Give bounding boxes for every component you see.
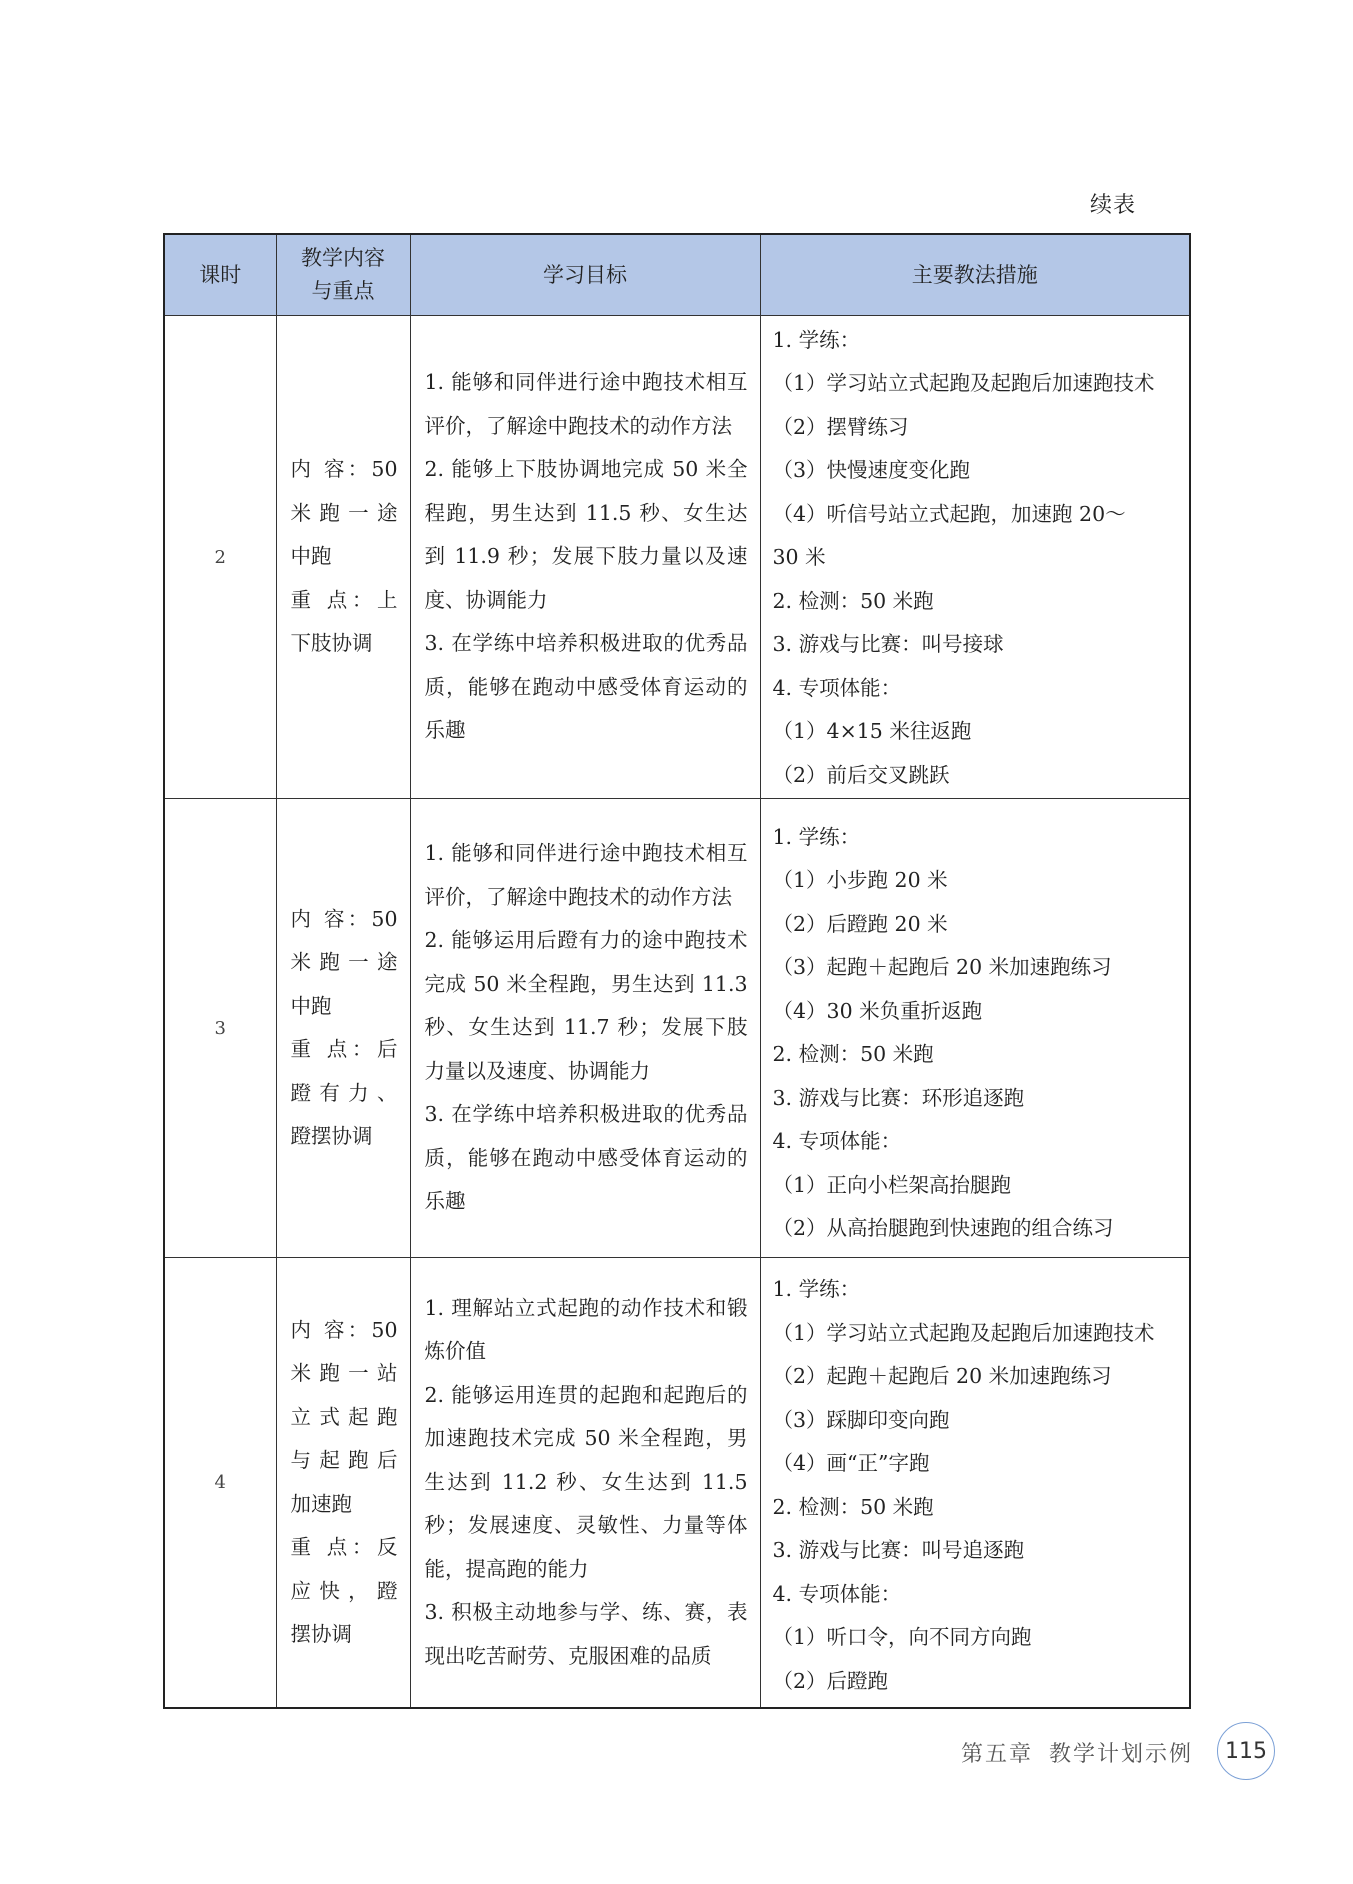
- lesson-content: [276, 1258, 410, 1709]
- lesson-methods: [760, 316, 1190, 799]
- content-line: 米跑一站: [290, 1361, 398, 1385]
- content-line: 重 点：上: [290, 587, 398, 612]
- content-line: 下肢协调: [290, 631, 373, 656]
- content-line: 重 点：反: [290, 1535, 398, 1559]
- header-content: 教学内容 与重点: [276, 234, 410, 316]
- content-line: 立式起跑: [290, 1404, 398, 1429]
- method-item: 2. 检测：50 米跑: [772, 1494, 934, 1519]
- header-goals: 学习目标: [410, 234, 760, 316]
- lesson-hour: 2: [164, 316, 276, 799]
- content-line: 米跑一途: [290, 500, 398, 525]
- content-line: 内 容：50: [290, 1317, 398, 1342]
- content-line: 内 容：50: [290, 906, 398, 931]
- table-row: [164, 316, 1190, 799]
- goal-item: 2. 能够上下肢协调地完成 50 米全程跑，男生达到 11.5 秒、女生达到 11.9 秒；发展下肢力量以及速度、协调能力: [424, 457, 748, 612]
- method-item: 3. 游戏与比赛：叫号接球: [772, 632, 1004, 657]
- method-item: （1）小步跑 20 米: [772, 868, 948, 892]
- content-line: 与起跑后: [290, 1448, 398, 1472]
- goal-item: 2. 能够运用后蹬有力的途中跑技术完成 50 米全程跑，男生达到 11.3 秒、女生达到 11.7 秒；发展下肢力量以及速度、协调能力: [424, 928, 748, 1083]
- lesson-methods: [760, 1258, 1190, 1709]
- goal-item: 3. 在学练中培养积极进取的优秀品质，能够在跑动中感受体育运动的乐趣: [424, 631, 748, 743]
- method-item: 1. 学练：: [772, 824, 861, 849]
- method-item: （1）学习站立式起跑及起跑后加速跑技术: [772, 1320, 1155, 1345]
- method-item: 4. 专项体能：: [772, 675, 902, 700]
- method-item: （3）快慢速度变化跑: [772, 458, 971, 483]
- content-line: 加速跑: [290, 1491, 352, 1516]
- method-item: （2）后蹬跑: [772, 1668, 889, 1693]
- goal-item: 3. 积极主动地参与学、练、赛，表现出吃苦耐劳、克服困难的品质: [424, 1600, 748, 1668]
- content-line: 应快，蹬: [290, 1578, 398, 1603]
- method-item: 1. 学练：: [772, 327, 861, 352]
- lesson-hour: 3: [164, 799, 276, 1258]
- method-item: 3. 游戏与比赛：叫号追逐跑: [772, 1538, 1025, 1562]
- lesson-goals: [410, 316, 760, 799]
- lesson-content: [276, 799, 410, 1258]
- method-item: 2. 检测：50 米跑: [772, 588, 934, 613]
- lesson-content: [276, 316, 410, 799]
- method-item: （2）摆臂练习: [772, 414, 909, 439]
- method-item: （4）听信号站立式起跑，加速跑 20～: [772, 501, 1126, 526]
- content-line: 摆协调: [290, 1622, 352, 1646]
- lesson-goals: [410, 799, 760, 1258]
- table-row: [164, 799, 1190, 1258]
- lesson-goals: [410, 1258, 760, 1709]
- method-item: （1）4×15 米往返跑: [772, 719, 972, 744]
- method-item: （1）正向小栏架高抬腿跑: [772, 1172, 1012, 1197]
- goal-item: 3. 在学练中培养积极进取的优秀品质，能够在跑动中感受体育运动的乐趣: [424, 1102, 748, 1214]
- method-item: （3）起跑＋起跑后 20 米加速跑练习: [772, 955, 1112, 979]
- method-item: 4. 专项体能：: [772, 1129, 902, 1153]
- method-item: （2）起跑＋起跑后 20 米加速跑练习: [772, 1364, 1112, 1388]
- table-header-row: [164, 234, 1190, 316]
- table-row: [164, 1258, 1190, 1709]
- teaching-plan-table: [163, 233, 1191, 1709]
- content-line: 内 容：50: [290, 457, 398, 482]
- goal-item: 2. 能够运用连贯的起跑和起跑后的加速跑技术完成 50 米全程跑，男生达到 11.2 秒、女生达到 11.5 秒；发展速度、灵敏性、力量等体能，提高跑的能力: [424, 1382, 748, 1581]
- method-item: 30 米: [772, 545, 826, 570]
- goal-item: 1. 理解站立式起跑的动作技术和锻炼价值: [424, 1295, 748, 1364]
- method-item: （2）前后交叉跳跃: [772, 762, 950, 787]
- method-item: （3）踩脚印变向跑: [772, 1407, 950, 1432]
- content-line: 中跑: [290, 544, 332, 569]
- content-line: 蹬摆协调: [290, 1124, 373, 1148]
- section-label: 教学计划示例: [1048, 1742, 1193, 1767]
- lesson-hour: 4: [164, 1258, 276, 1709]
- goal-item: 1. 能够和同伴进行途中跑技术相互评价，了解途中跑技术的动作方法: [424, 841, 748, 909]
- lesson-methods: [760, 799, 1190, 1258]
- method-item: （4）30 米负重折返跑: [772, 998, 983, 1023]
- content-line: 蹬有力、: [290, 1080, 398, 1105]
- content-line: 米跑一途: [290, 950, 398, 974]
- content-line: 中跑: [290, 993, 332, 1018]
- method-item: 3. 游戏与比赛：环形追逐跑: [772, 1085, 1025, 1110]
- goal-item: 1. 能够和同伴进行途中跑技术相互评价，了解途中跑技术的动作方法: [424, 370, 748, 438]
- method-item: （1）听口令，向不同方向跑: [772, 1625, 1032, 1649]
- header-methods: 主要教法措施: [760, 234, 1190, 316]
- chapter-label: 第五章: [960, 1742, 1033, 1767]
- method-item: （2）从高抬腿跑到快速跑的组合练习: [772, 1216, 1114, 1240]
- footer-chapter-title: [961, 1737, 1193, 1768]
- content-line: 重 点：后: [290, 1037, 398, 1061]
- continued-label: 续表: [1090, 193, 1137, 218]
- method-item: （4）画“正”字跑: [772, 1451, 930, 1475]
- method-item: 4. 专项体能：: [772, 1581, 902, 1606]
- header-hour: 课时: [164, 234, 276, 316]
- method-item: （1）学习站立式起跑及起跑后加速跑技术: [772, 371, 1155, 396]
- method-item: 2. 检测：50 米跑: [772, 1042, 934, 1066]
- method-item: （2）后蹬跑 20 米: [772, 911, 948, 936]
- page-number: 115: [1217, 1722, 1275, 1780]
- method-item: 1. 学练：: [772, 1277, 861, 1301]
